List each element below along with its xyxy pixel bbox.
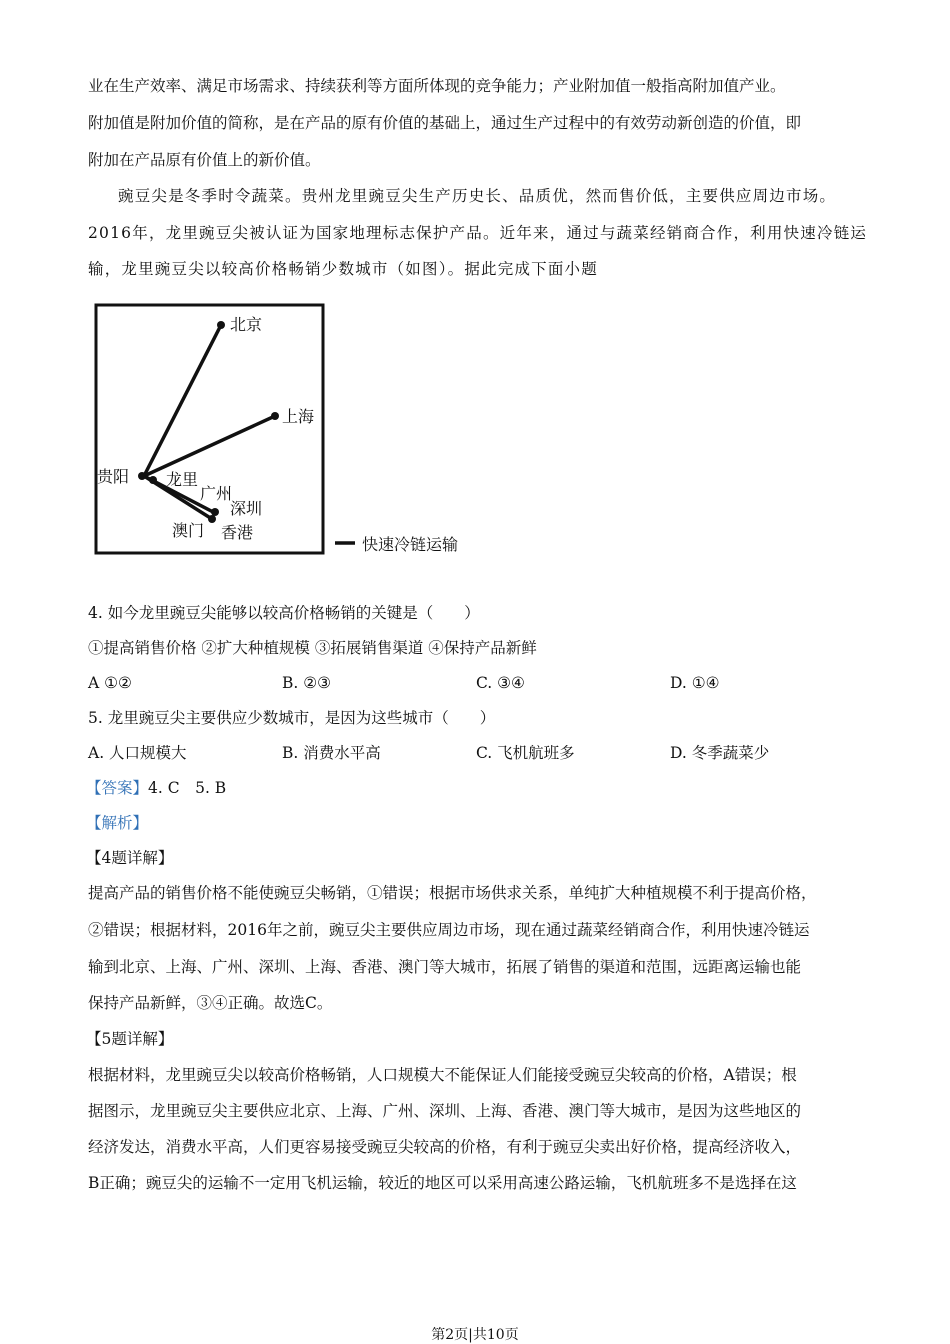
intro-line: 附加在产品原有价值上的新价值。 [88,151,321,169]
material-line: 2016年，龙里豌豆尖被认证为国家地理标志保护产品。近年来，通过与蔬菜经销商合作，利用快速冷链运 [88,224,868,242]
answer-line [86,778,226,798]
label-guangzhou: 广州 [200,484,233,503]
q5-option-b: B. 消费水平高 [282,744,381,762]
q4-option-a: A ①② [88,674,132,692]
q4-detail-line: ②错误；根据材料，2016年之前，豌豆尖主要供应周边市场，现在通过蔬菜经销商合作，利用快速冷链运 [88,921,810,939]
label-macau: 澳门 [172,521,205,540]
route-shanghai [144,416,275,476]
route-beijing [144,325,221,476]
q4-option-d: D. ①④ [670,674,720,692]
q5-option-c: C. 飞机航班多 [476,744,575,762]
q4-detail-heading: 【4题详解】 [86,849,174,867]
label-shenzhen: 深圳 [230,499,263,518]
guiyang-point [138,472,146,480]
material-line: 豌豆尖是冬季时令蔬菜。贵州龙里豌豆尖生产历史长、品质优，然而售价低，主要供应周边市场。 [118,187,837,205]
label-hongkong: 香港 [221,523,254,542]
q5-option-d: D. 冬季蔬菜少 [670,744,770,762]
legend-label: 快速冷链运输 [362,535,459,554]
intro-line: 附加值是附加价值的简称，是在产品的原有价值的基础上，通过生产过程中的有效劳动新创造的价值，即 [88,114,802,132]
q4-option-c: C. ③④ [476,674,525,692]
page-footer: 第2页|共10页 [431,1327,519,1343]
q4-stem: 4. 如今龙里豌豆尖能够以较高价格畅销的关键是（ ） [88,604,480,622]
answer-text: 4. C 5. B [148,779,227,797]
analysis-tag: 【解析】 [86,814,149,832]
q5-detail-heading: 【5题详解】 [86,1030,174,1048]
answer-tag: 【答案】 [86,779,149,797]
shenzhen-point [211,508,219,516]
q5-stem: 5. 龙里豌豆尖主要供应少数城市，是因为这些城市（ ） [88,709,496,727]
q5-detail-line: B正确；豌豆尖的运输不一定用飞机运输，较近的地区可以采用高速公路运输，飞机航班多不是选择在这 [88,1174,797,1192]
shanghai-point [271,412,279,420]
longli-point [149,476,157,484]
label-guiyang: 贵阳 [97,467,130,486]
intro-line: 业在生产效率、满足市场需求、持续获利等方面所体现的竞争能力；产业附加值一般指高附加值产业。 [88,77,786,95]
q4-detail-line: 保持产品新鲜，③④正确。故选C。 [88,994,333,1012]
q4-option-b: B. ②③ [282,674,332,692]
cold-chain-map [90,300,490,570]
q5-detail-line: 据图示，龙里豌豆尖主要供应北京、上海、广州、深圳、上海、香港、澳门等大城市，是因为这些地区的 [88,1102,802,1120]
q4-detail-line: 输到北京、上海、广州、深圳、上海、香港、澳门等大城市，拓展了销售的渠道和范围，远距离运输也能 [88,958,802,976]
label-beijing: 北京 [230,315,263,334]
q5-detail-line: 经济发达，消费水平高，人们更容易接受豌豆尖较高的价格，有利于豌豆尖卖出好价格，提高经济收入， [88,1138,802,1156]
material-line: 输，龙里豌豆尖以较高价格畅销少数城市（如图）。据此完成下面小题 [88,260,598,278]
q5-option-a: A. 人口规模大 [88,744,187,762]
beijing-point [217,321,225,329]
label-shanghai: 上海 [282,407,315,426]
q5-detail-line: 根据材料，龙里豌豆尖以较高价格畅销，人口规模大不能保证人们能接受豌豆尖较高的价格，A错误；根 [88,1066,797,1084]
hongkong-point [208,515,216,523]
label-longli: 龙里 [166,470,199,489]
q4-items: ①提高销售价格 ②扩大种植规模 ③拓展销售渠道 ④保持产品新鲜 [88,639,537,657]
q4-detail-line: 提高产品的销售价格不能使豌豆尖畅销，①错误；根据市场供求关系，单纯扩大种植规模不利于提高价格， [88,884,817,902]
